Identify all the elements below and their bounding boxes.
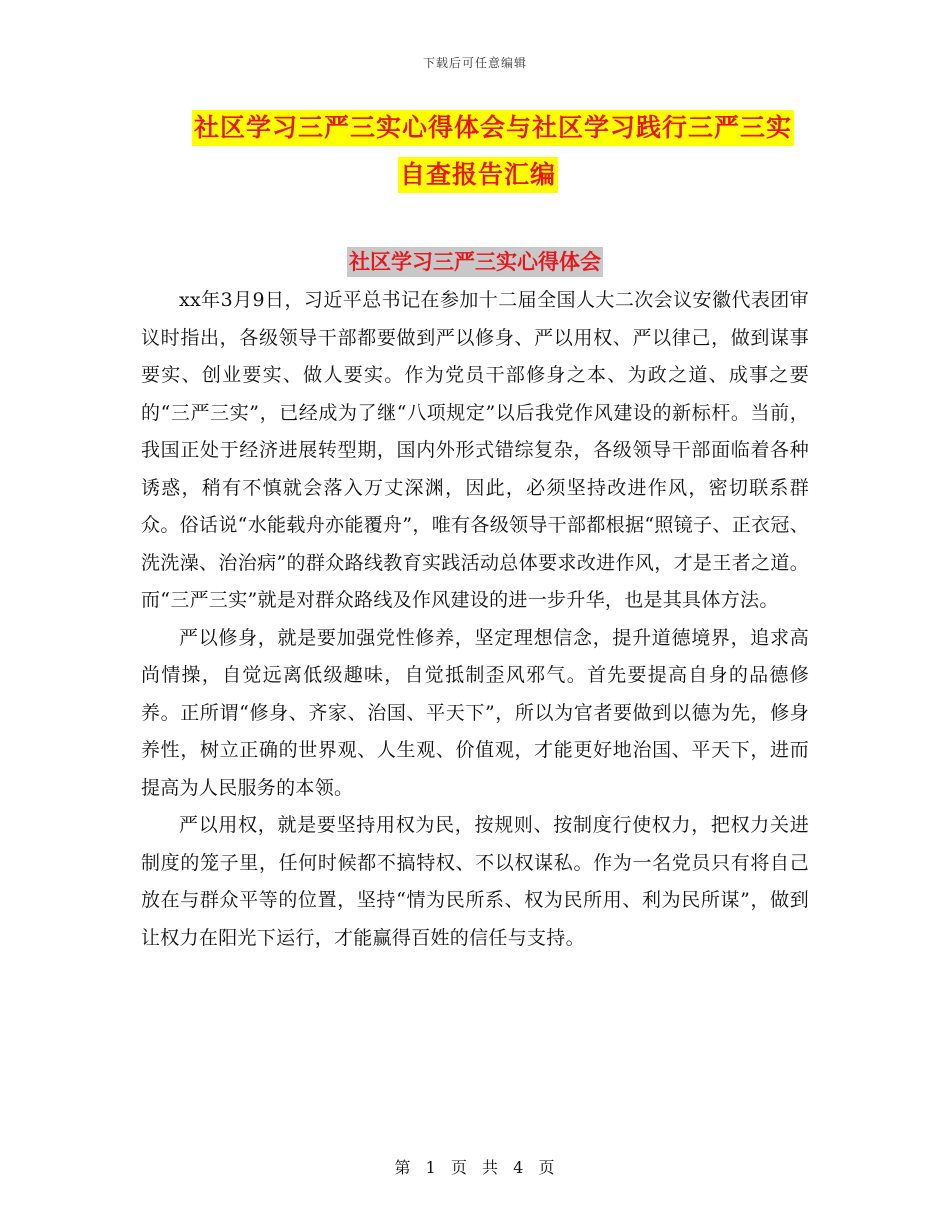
footer-total-pages: 4 (513, 1158, 525, 1177)
section-heading (0, 247, 950, 277)
footer-label-total: 共 (482, 1158, 500, 1177)
footer-current-page: 1 (425, 1158, 437, 1177)
title-line-2: 自查报告汇编 (398, 157, 558, 193)
footer-label-page: 第 (394, 1158, 412, 1177)
page-footer (0, 1155, 950, 1178)
paragraph: xx年3月9日，习近平总书记在参加十二届全国人大二次会议安徽代表团审议时指出，各级领导干部都要做到严以修身、严以用权、严以律己，做到谋事要实、创业要实、做人要实。作为党员干部修身之本、为政之道、成事之要的“三严三实”，已经成为了继“八项规定”以后我党作风建设的新标杆。当前，我国正处于经济进展转型期，国内外形式错综复杂，各级领导干部面临着各种诱惑，稍有不慎就会落入万丈深渊，因此，必须坚持改进作风，密切联系群众。俗话说“水能载舟亦能覆舟”，唯有各级领导干部都根据“照镜子、正衣冠、洗洗澡、治治病”的群众路线教育实践活动总体要求改进作风，才是王者之道。而“三严三实”就是对群众路线及作风建设的进一步升华，也是其具体方法。 (141, 289, 809, 611)
section-heading-text: 社区学习三严三实心得体会 (347, 247, 603, 277)
paragraph: 严以用权，就是要坚持用权为民，按规则、按制度行使权力，把权力关进制度的笼子里，任何时候都不搞特权、不以权谋私。作为一名党员只有将自己放在与群众平等的位置，坚持“情为民所系、权为民所用、利为民所谋”，做到让权力在阳光下运行，才能赢得百姓的信任与支持。 (141, 814, 809, 949)
paragraph: 严以修身，就是要加强党性修养，坚定理想信念，提升道德境界，追求高尚情操，自觉远离低级趣味，自觉抵制歪风邪气。首先要提高自身的品德修养。正所谓“修身、齐家、治国、平天下”，所以为官者要做到以德为先，修身养性，树立正确的世界观、人生观、价值观，才能更好地治国、平天下，进而提高为人民服务的本领。 (141, 626, 809, 799)
footer-label-total-unit: 页 (538, 1158, 556, 1177)
footer-label-page-unit: 页 (450, 1158, 468, 1177)
title-line-1: 社区学习三严三实心得体会与社区学习践行三严三实 (192, 110, 794, 146)
header-note: 下载后可任意编辑 (422, 56, 527, 70)
body-text (141, 282, 809, 957)
